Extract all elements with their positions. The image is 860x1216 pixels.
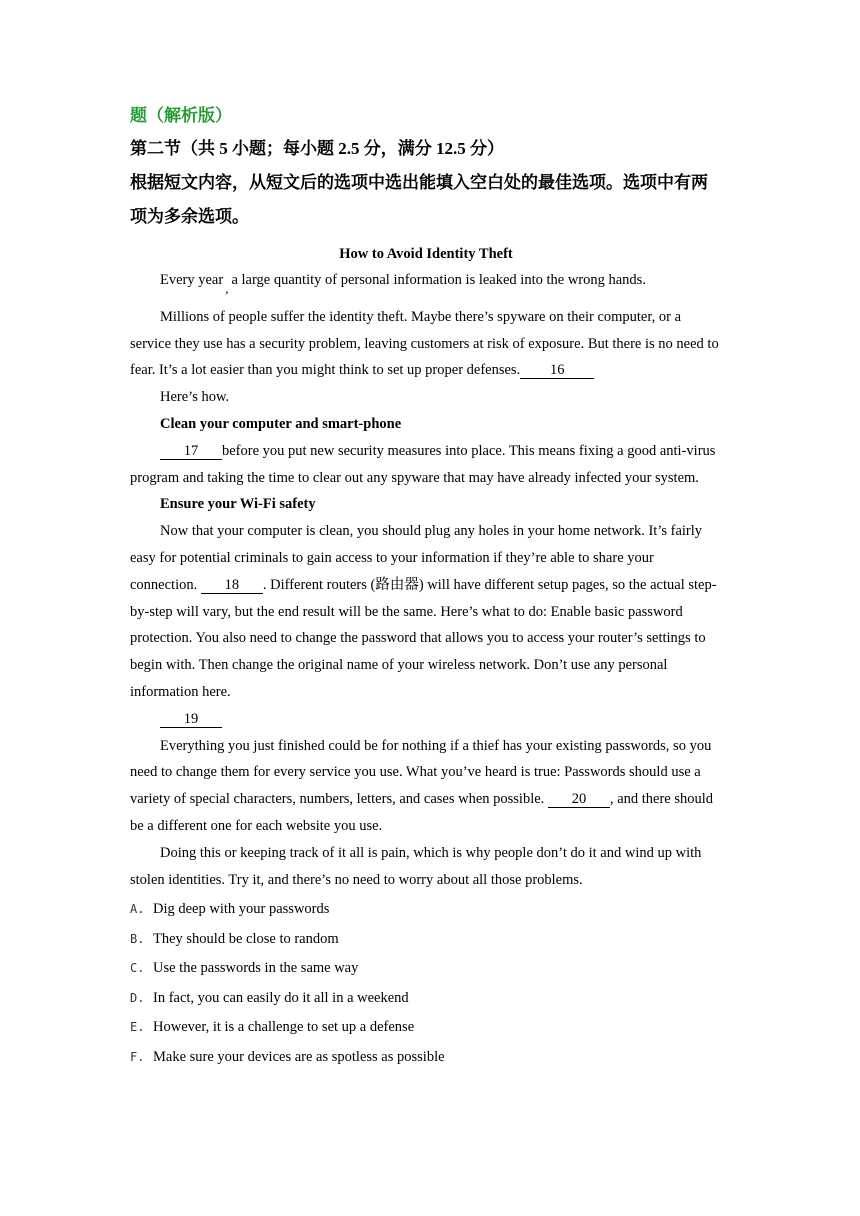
option-f[interactable] [130,1043,722,1073]
paragraph-2 [130,304,722,384]
option-c[interactable] [130,954,722,984]
option-text: However, it is a challenge to set up a defense [153,1019,415,1036]
p2-text: Millions of people suffer the identity theft. Maybe there’s spyware on their computer, or a service they use has a security problem, leaving customers at risk of exposure. But there is no need to fear. It’s a lot easier than you might think to set up proper defenses. [130,308,719,379]
p1-text-a: Every year [160,272,224,288]
option-letter: C. [130,961,145,976]
p4-text: before you put new security measures into place. This means fixing a good anti-virus program and taking the time to clear out any spyware that may have already infected your system. [130,442,716,486]
option-text: Dig deep with your passwords [153,901,330,918]
option-b[interactable] [130,925,722,955]
option-a[interactable] [130,895,722,925]
blank-18[interactable]: 18 [201,577,263,594]
p1-comma: , [225,281,229,296]
document-page [130,100,722,1072]
instructions: 根据短文内容，从短文后的选项中选出能填入空白处的最佳选项。选项中有两项为多余选项。 [130,173,708,226]
p6-text-b: , and there should be a different one for each website you use. [130,791,714,834]
paragraph-3: Here’s how. [160,389,230,406]
part-title: 题（解析版） [130,106,232,125]
p6-text-a: Everything you just finished could be for nothing if a thief has your existing passwords, so you need to change them for every service you use. What you’ve heard is true: Passwords should use a variety of special characters, numbers, letters, and cases when possible. [130,737,712,808]
option-letter: D. [130,990,145,1005]
p1-text-b: a large quantity of personal information is leaked into the wrong hands. [231,272,646,288]
option-letter: A. [130,902,145,917]
article-title: How to Avoid Identity Theft [339,246,513,262]
paragraph-6 [130,733,722,840]
option-letter: B. [130,931,145,946]
paragraph-7: Doing this or keeping track of it all is pain, which is why people don’t do it and wind up with stolen identities. Try it, and there’s no need to worry about all those problems. [130,844,702,888]
options-list [130,895,722,1072]
option-text: Use the passwords in the same way [153,960,359,977]
option-letter: E. [130,1020,145,1035]
option-d[interactable] [130,984,722,1014]
subheading-wifi-safety: Ensure your Wi-Fi safety [160,496,316,513]
option-text: In fact, you can easily do it all in a weekend [153,989,409,1006]
option-letter: F. [130,1049,145,1064]
option-text: They should be close to random [153,930,339,947]
option-text: Make sure your devices are as spotless as possible [153,1048,445,1065]
option-e[interactable] [130,1013,722,1043]
paragraph-5 [130,518,722,706]
subheading-clean-devices: Clean your computer and smart-phone [160,415,402,432]
p5-text-b: . Different routers (路由器) will have different setup pages, so the actual step-by-step will vary, but the end result will be the same. Here’s what to do: Enable basic password protection. You also need to change the password that allows you to access your router’s settings to begin with. Then change the original name of your wireless network. Don’t use any personal information here. [130,576,717,700]
section-heading: 第二节（共 5 小题；每小题 2.5 分，满分 12.5 分） [130,139,504,158]
paragraph-4 [130,438,722,492]
paragraph-blank-19 [130,706,722,733]
blank-16[interactable]: 16 [520,362,594,379]
paragraph-1 [130,267,722,294]
blank-20[interactable]: 20 [548,791,610,808]
blank-17[interactable]: 17 [160,443,222,460]
blank-19[interactable]: 19 [160,711,222,728]
p5-text-a: Now that your computer is clean, you should plug any holes in your home network. It’s fairly easy for potential criminals to gain access to your information if they’re able to share your connection. [130,523,703,593]
